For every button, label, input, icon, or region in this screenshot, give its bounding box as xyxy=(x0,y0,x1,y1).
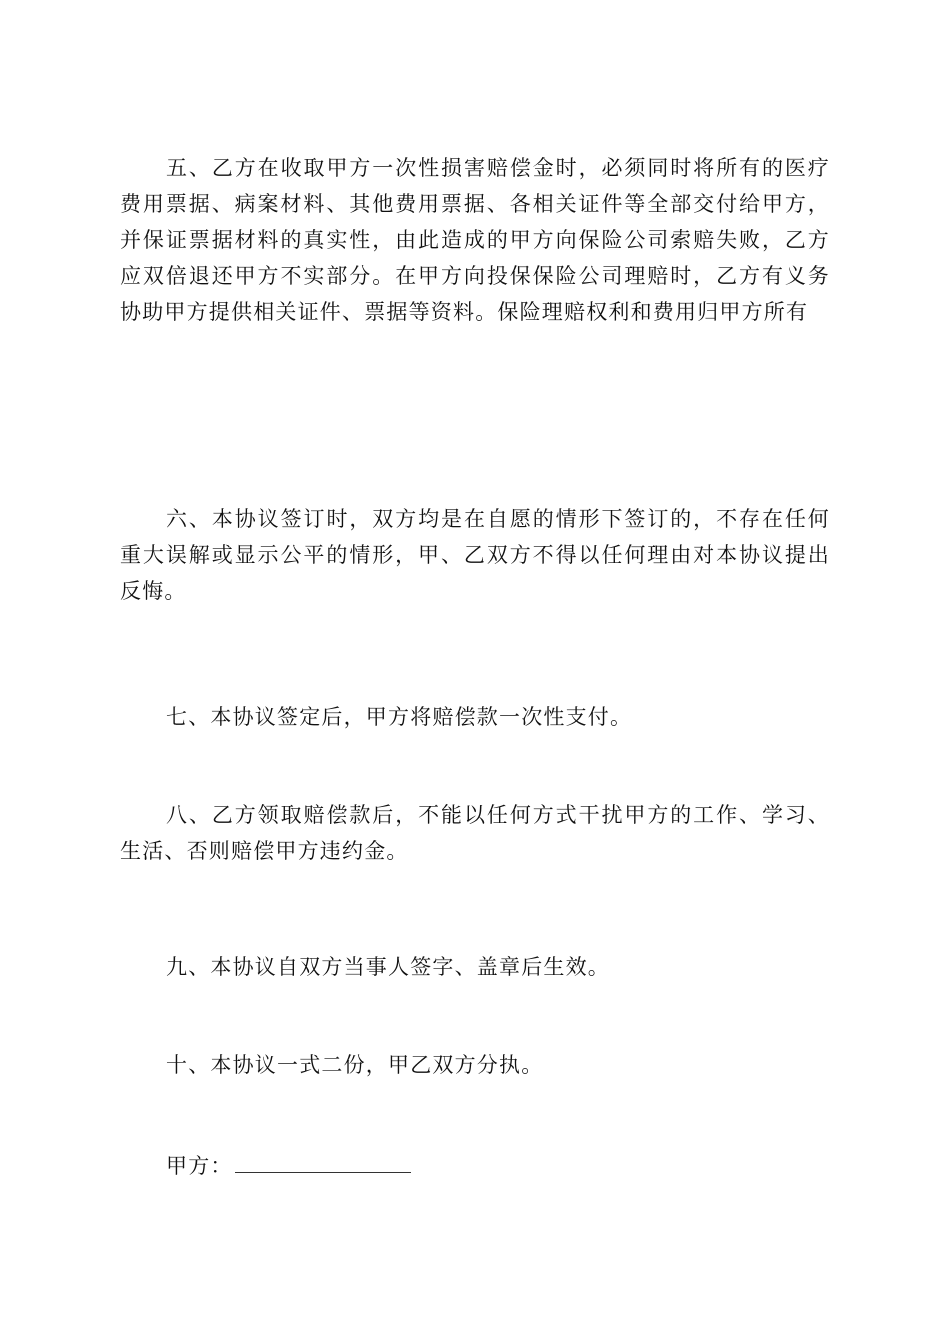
clause-7-paragraph: 七、本协议签定后，甲方将赔偿款一次性支付。 xyxy=(166,705,633,729)
party-a-signature-line xyxy=(166,1148,411,1184)
clause-6-paragraph: 六、本协议签订时，双方均是在自愿的情形下签订的，不存在任何重大误解或显示公平的情形，甲、乙双方不得以任何理由对本协议提出反悔。 xyxy=(120,507,830,603)
clause-10-paragraph: 十、本协议一式二份，甲乙双方分执。 xyxy=(166,1053,544,1077)
clause-8-paragraph: 八、乙方领取赔偿款后，不能以任何方式干扰甲方的工作、学习、生活、否则赔偿甲方违约金。 xyxy=(120,803,830,863)
party-a-label: 甲方： xyxy=(166,1154,233,1178)
party-a-signature-blank xyxy=(235,1150,411,1173)
clause-9-paragraph: 九、本协议自双方当事人签字、盖章后生效。 xyxy=(166,955,610,979)
clause-5-paragraph: 五、乙方在收取甲方一次性损害赔偿金时，必须同时将所有的医疗费用票据、病案材料、其他费用票据、各相关证件等全部交付给甲方，并保证票据材料的真实性，由此造成的甲方向保险公司索赔失败，乙方应双倍退还甲方不实部分。在甲方向投保保险公司理赔时，乙方有义务协助甲方提供相关证件、票据等资料。保险理赔权利和费用归甲方所有 xyxy=(120,156,830,324)
